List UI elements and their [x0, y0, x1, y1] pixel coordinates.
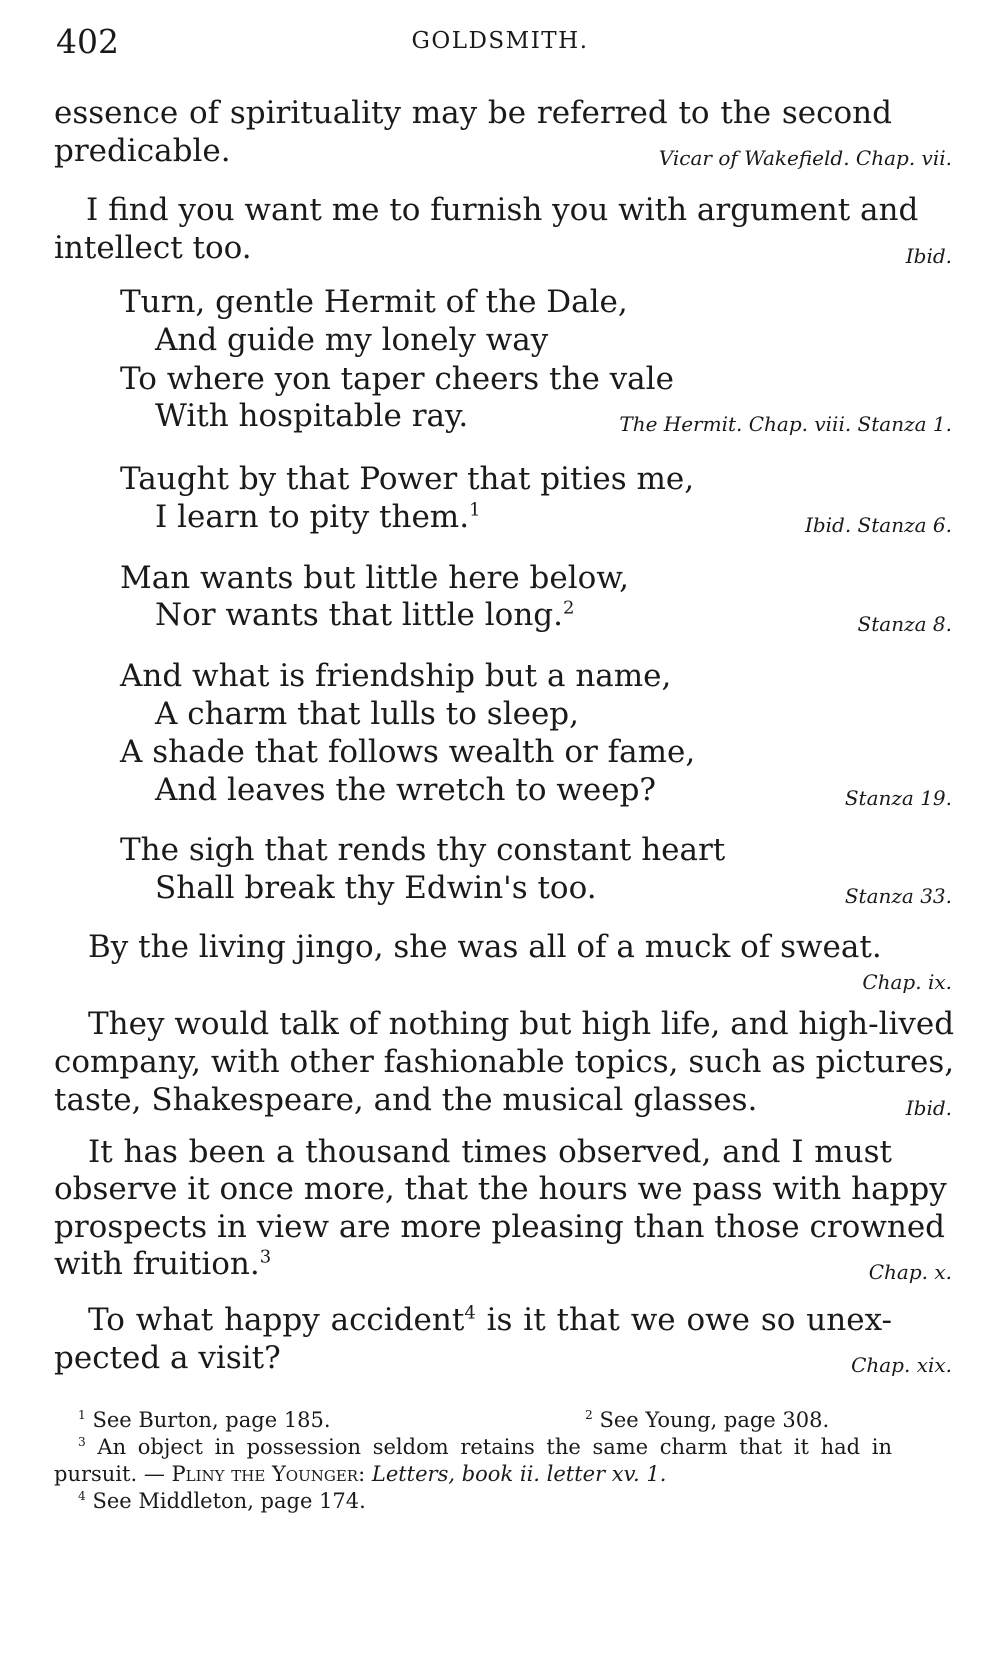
footnote: [78, 1437, 892, 1458]
quote-line: [88, 1302, 892, 1338]
citation: Stanza 8.: [857, 612, 952, 636]
footnote-author: Pliny the Younger: [171, 1462, 359, 1486]
quote-line: essence of spirituality may be referred to the second: [54, 95, 892, 131]
citation: Stanza 19.: [844, 786, 952, 810]
quote-line: predicable.: [54, 133, 231, 169]
footnote: [78, 1410, 331, 1431]
verse-line: [155, 597, 575, 633]
footnote-marker: 4: [464, 1302, 476, 1324]
verse-line: To where yon taper cheers the vale: [120, 361, 674, 397]
citation: Chap. xix.: [851, 1353, 952, 1377]
footnote-mark: 1: [78, 1408, 86, 1422]
footnote-source: Letters, book ii. letter xv. 1.: [371, 1462, 667, 1486]
footnote-text: An object in possession seldom retains the same charm that it had in: [97, 1435, 892, 1459]
citation: Vicar of Wakefield. Chap. vii.: [658, 146, 952, 170]
quote-line: pected a visit?: [54, 1340, 281, 1376]
quote-line: They would talk of nothing but high life, and high-lived: [88, 1006, 955, 1042]
quote-line: company, with other fashionable topics, such as pictures,: [54, 1044, 955, 1080]
verse-line: Shall break thy Edwin's too.: [155, 870, 597, 906]
footnote-mark: 3: [78, 1435, 86, 1449]
verse-line: [155, 499, 481, 535]
page-number: 402: [56, 22, 119, 61]
footnote-text: See Burton, page 185.: [92, 1408, 331, 1432]
citation: Ibid.: [905, 244, 952, 268]
verse-line: And what is friendship but a name,: [120, 658, 672, 694]
footnote-text: See Young, page 308.: [599, 1408, 830, 1432]
footnote: [54, 1464, 666, 1485]
quote-text: with fruition.: [54, 1246, 260, 1282]
quote-text: To what happy accident: [88, 1302, 465, 1338]
citation: The Hermit. Chap. viii. Stanza 1.: [619, 412, 952, 436]
footnote-mark: 4: [78, 1489, 86, 1503]
verse-line: And leaves the wretch to weep?: [155, 772, 657, 808]
quote-line: intellect too.: [54, 230, 252, 266]
footnote-text: See Middleton, page 174.: [92, 1489, 366, 1513]
quote-line: [54, 1246, 272, 1282]
quote-line: It has been a thousand times observed, and I must: [88, 1134, 892, 1170]
verse-text: Nor wants that little long.: [155, 597, 563, 633]
verse-text: I learn to pity them.: [155, 499, 470, 535]
verse-line: Turn, gentle Hermit of the Dale,: [120, 284, 628, 320]
verse-line: A charm that lulls to sleep,: [155, 696, 579, 732]
footnote-marker: 3: [259, 1246, 272, 1268]
running-title: GOLDSMITH.: [411, 28, 589, 54]
verse-line: A shade that follows wealth or fame,: [120, 734, 696, 770]
footnote-marker: 2: [562, 597, 575, 619]
verse-line: And guide my lonely way: [155, 322, 549, 358]
footnote-mark: 2: [585, 1408, 593, 1422]
citation: Chap. ix.: [862, 970, 952, 994]
citation: Ibid.: [905, 1096, 952, 1120]
citation: Ibid. Stanza 6.: [804, 513, 952, 537]
footnote: [78, 1491, 366, 1512]
footnote: [585, 1410, 829, 1431]
footnote-text: pursuit. —: [54, 1462, 165, 1486]
citation: Stanza 33.: [844, 884, 952, 908]
footnote-marker: 1: [469, 499, 481, 521]
verse-line: Taught by that Power that pities me,: [120, 461, 695, 497]
quote-line: taste, Shakespeare, and the musical glasses.: [54, 1082, 758, 1118]
quote-text: is it that we owe so unex-: [486, 1302, 892, 1338]
citation: Chap. x.: [868, 1260, 952, 1284]
quote-line: By the living jingo, she was all of a muck of sweat.: [88, 929, 882, 965]
footnote-separator: :: [358, 1462, 366, 1486]
verse-line: Man wants but little here below,: [120, 560, 630, 596]
quote-line: I find you want me to furnish you with argument and: [86, 192, 919, 228]
quote-line: observe it once more, that the hours we pass with happy: [54, 1171, 947, 1207]
verse-line: With hospitable ray.: [155, 398, 469, 434]
quote-line: prospects in view are more pleasing than those crowned: [54, 1209, 946, 1245]
verse-line: The sigh that rends thy constant heart: [120, 832, 726, 868]
